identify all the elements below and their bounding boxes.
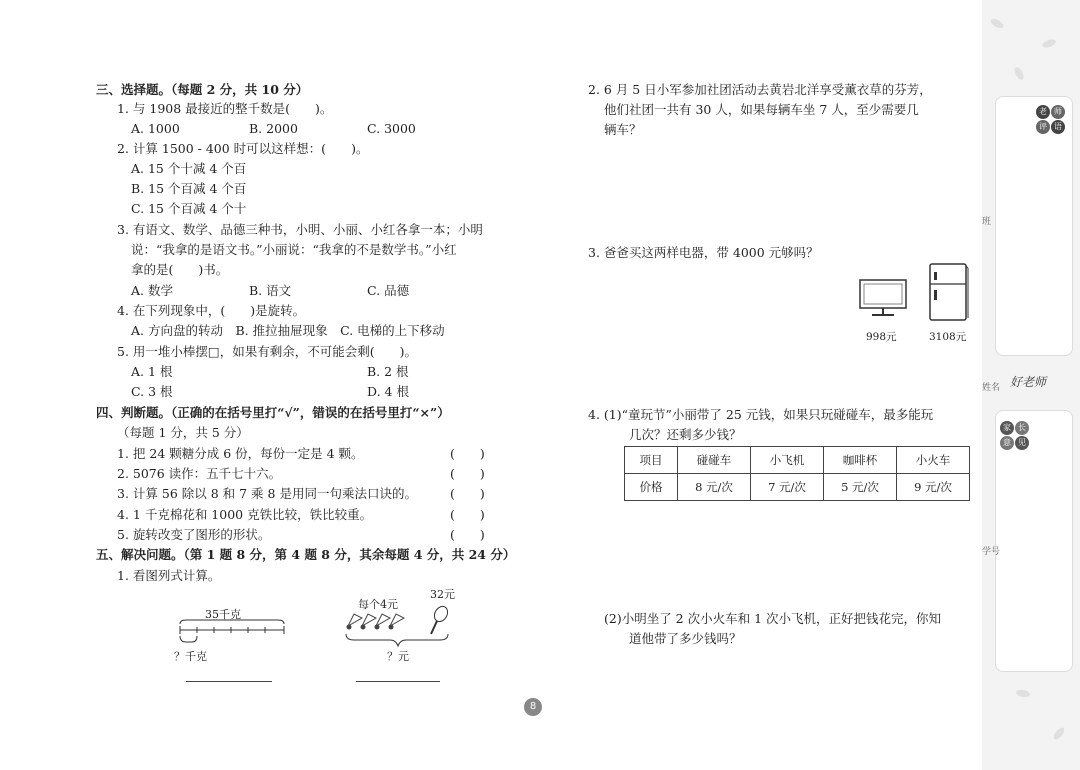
table-cell: 价格 [625,474,678,501]
q4-stem: 4. 在下列现象中，( )是旋转。 [117,303,306,318]
q1-stem: 1. 与 1908 最接近的整千数是( )。 [117,101,333,116]
badge-char: 见 [1015,436,1029,450]
r-q2-line2: 他们社团一共有 30 人，如果每辆车坐 7 人，至少需要几 [604,102,919,117]
q5-option-c: C. 3 根 [131,384,173,399]
badge-char: 师 [1051,105,1065,119]
leaf-decoration [1052,726,1066,741]
table-cell: 5 元/次 [824,474,897,501]
section5-heading: 五、解决问题。（第 1 题 8 分，第 4 题 8 分，其余每题 4 分，共 24 分） [96,547,516,562]
section4-subheading: （每题 1 分，共 5 分） [117,425,249,440]
judge-paren-1[interactable]: ( ) [450,446,485,461]
r-q4-line2: 几次？还剩多少钱？ [629,427,742,442]
q1-option-c: C. 3000 [367,121,416,136]
badge-char: 评 [1036,120,1050,134]
teacher-comment-panel[interactable] [995,96,1073,356]
fig2-shuttlecock-racket-picture [340,604,460,648]
sidebar-logo: 好老师 [1010,375,1047,389]
fig1-bottom-label: ？千克 [174,650,207,663]
r-q2-line3: 辆车？ [604,122,642,137]
judge-paren-2[interactable]: ( ) [450,466,485,481]
leaf-decoration [1012,66,1025,82]
table-cell: 碰碰车 [678,447,751,474]
leaf-decoration [989,17,1005,30]
price-table [624,446,970,501]
q3-line2: 说：“我拿的是语文书。”小丽说：“我拿的不是数学书。”小红 [131,242,457,257]
page-number: 8 [524,698,542,716]
fig2-each-label: 每个4元 [358,598,398,611]
answer-blank-2[interactable] [356,680,440,682]
badge-char: 意 [1000,436,1014,450]
judge-paren-5[interactable]: ( ) [450,527,485,542]
tv-icon [858,278,908,320]
q3-option-a: A. 数学 [131,283,173,298]
badge-char: 语 [1051,120,1065,134]
q3-line1: 3. 有语文、数学、品德三种书，小明、小丽、小红各拿一本；小明 [117,222,483,237]
table-cell: 咖啡杯 [824,447,897,474]
racket-icon [431,604,450,634]
q2-option-a: A. 15 个十减 4 个百 [131,161,247,176]
r-q3-stem: 3. 爸爸买这两样电器，带 4000 元够吗？ [588,245,819,260]
r-q4-part2-line1: (2)小明坐了 2 次小火车和 1 次小飞机，正好把钱花完，你知 [604,611,942,626]
badge-char: 长 [1015,421,1029,435]
judge-paren-4[interactable]: ( ) [450,507,485,522]
fridge-price: 3108元 [929,331,967,343]
r-q2-line1: 2. 6 月 5 日小军参加社团活动去黄岩北洋享受薰衣草的芬芳， [588,82,932,97]
section4-heading: 四、判断题。（正确的在括号里打“√”，错误的在括号里打“×”） [96,405,450,420]
table-cell: 8 元/次 [678,474,751,501]
sidebar-mark-2: 姓名 [982,383,1001,393]
fig2-price-label: 32元 [430,588,455,601]
r-q4-line1: 4. (1)“童玩节”小丽带了 25 元钱，如果只玩碰碰车，最多能玩 [588,407,934,422]
shuttlecock-icon [347,614,404,629]
q3-option-c: C. 品德 [367,283,410,298]
q5-option-a: A. 1 根 [131,364,173,379]
q5-option-b: B. 2 根 [367,364,409,379]
judge-paren-3[interactable]: ( ) [450,486,485,501]
judge-item-1: 1. 把 24 颗糖分成 6 份，每份一定是 4 颗。 [117,446,364,461]
sidebar-mark-1: 班 [982,217,992,227]
badge-char: 老 [1036,105,1050,119]
table-row [625,474,970,501]
answer-blank-1[interactable] [186,680,272,682]
fig1-top-label: 35千克 [205,608,241,621]
q2-stem: 2. 计算 1500 - 400 时可以这样想：( )。 [117,141,369,156]
fig2-bottom-label: ？元 [387,650,409,663]
badge-char: 家 [1000,421,1014,435]
section3-heading: 三、选择题。（每题 2 分，共 10 分） [96,82,309,97]
q5-stem: 5. 用一堆小棒摆□，如果有剩余，不可能会剩( )。 [117,344,417,359]
table-cell: 小飞机 [751,447,824,474]
judge-item-5: 5. 旋转改变了图形的形状。 [117,527,271,542]
s5-q1-stem: 1. 看图列式计算。 [117,568,221,583]
q2-option-c: C. 15 个百减 4 个十 [131,201,247,216]
tv-price: 998元 [866,331,897,343]
fig1-segment-diagram [176,618,288,646]
q3-line3: 拿的是( )书。 [131,262,229,277]
sidebar-mark-3: 学号 [982,547,1001,557]
table-row [625,447,970,474]
judge-item-3: 3. 计算 56 除以 8 和 7 乘 8 是用同一句乘法口诀的。 [117,486,417,501]
leaf-decoration [1041,38,1057,49]
q5-option-d: D. 4 根 [367,384,409,399]
q1-option-a: A. 1000 [131,121,180,136]
q1-option-b: B. 2000 [249,121,298,136]
q3-option-b: B. 语文 [249,283,292,298]
fridge-icon [928,262,970,324]
table-cell: 9 元/次 [897,474,970,501]
q2-option-b: B. 15 个百减 4 个百 [131,181,247,196]
judge-item-2: 2. 5076 读作：五千七十六。 [117,466,282,481]
parent-comment-panel[interactable] [995,410,1073,672]
table-cell: 7 元/次 [751,474,824,501]
table-cell: 小火车 [897,447,970,474]
q4-options: A. 方向盘的转动 B. 推拉抽屉现象 C. 电梯的上下移动 [131,323,445,338]
table-cell: 项目 [625,447,678,474]
leaf-decoration [1015,689,1030,698]
r-q4-part2-line2: 道他带了多少钱吗？ [629,631,742,646]
judge-item-4: 4. 1 千克棉花和 1000 克铁比较，铁比较重。 [117,507,373,522]
